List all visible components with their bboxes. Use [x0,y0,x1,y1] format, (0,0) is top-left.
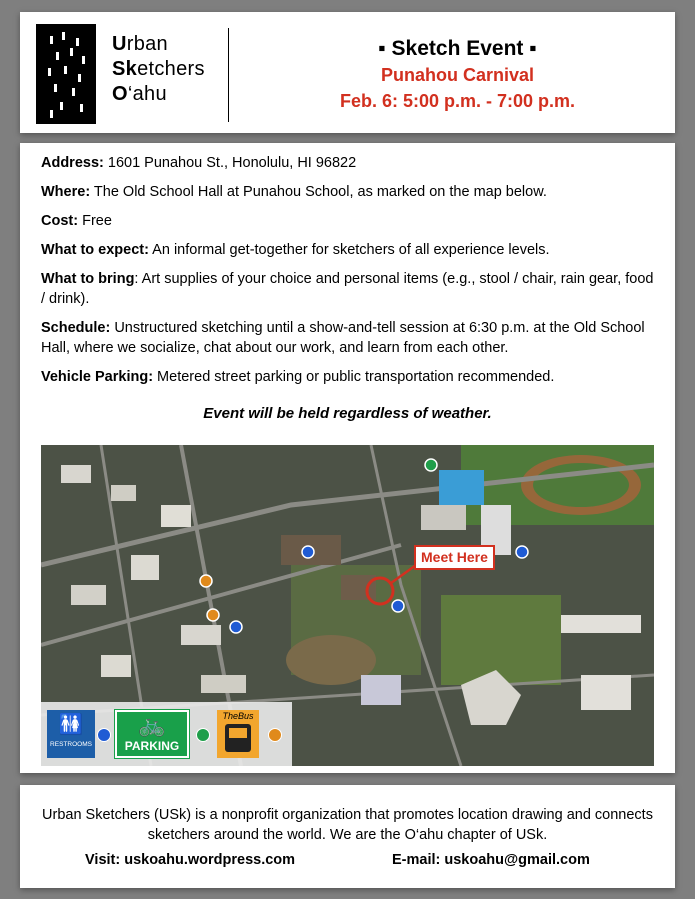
website-link[interactable]: Visit: uskoahu.wordpress.com [85,852,296,868]
details-card [20,143,675,773]
header-divider [228,28,229,122]
bus-icon [225,724,251,752]
event-title: ▪ Sketch Event ▪ [378,37,537,60]
logo-text: Urban Sketchers O‘ahu [112,33,205,105]
email-link[interactable]: E-mail: uskoahu@gmail.com [392,852,590,868]
parking-legend-icon: 🚲 PARKING [115,710,189,758]
event-details [41,153,661,396]
detail-what-to-bring: What to bring: Art supplies of your choice and personal items (e.g., stool / chair, rain gear, food / drink). [41,271,654,307]
detail-where: Where: The Old School Hall at Punahou School, as marked on the map below. [41,184,547,200]
detail-address: Address: 1601 Punahou St., Honolulu, HI 96822 [41,155,357,171]
detail-vehicle-parking: Vehicle Parking: Metered street parking or public transportation recommended. [41,369,555,385]
detail-schedule: Schedule: Unstructured sketching until a show-and-tell session at 6:30 p.m. at the Old School Hall, where we socialize, chat about our work, and learn from each other. [41,320,645,356]
about-text: Urban Sketchers (USk) is a nonprofit organization that promotes location drawing and connects sketchers around the world. We are the O‘ahu chapter of USk. [42,807,653,843]
weather-note: Event will be held regardless of weather. [203,405,492,422]
event-name: Punahou Carnival [380,65,535,85]
campus-map [41,445,654,766]
logo-building-graphic [36,24,96,124]
bus-legend-icon: TheBus [217,710,259,758]
restroom-dot [97,728,111,742]
meet-here-label: Meet Here [414,545,495,570]
detail-what-to-expect: What to expect: An informal get-together for sketchers of all experience levels. [41,242,550,258]
event-heading [250,36,665,114]
event-time: Feb. 6: 5:00 p.m. - 7:00 p.m. [339,91,576,111]
restroom-legend-icon: 🚻 RESTROOMS [47,710,95,758]
footer-card [20,785,675,888]
map-legend [41,702,292,766]
parking-dot [196,728,210,742]
bus-dot [268,728,282,742]
detail-cost: Cost: Free [41,213,112,229]
header-card [20,12,675,133]
